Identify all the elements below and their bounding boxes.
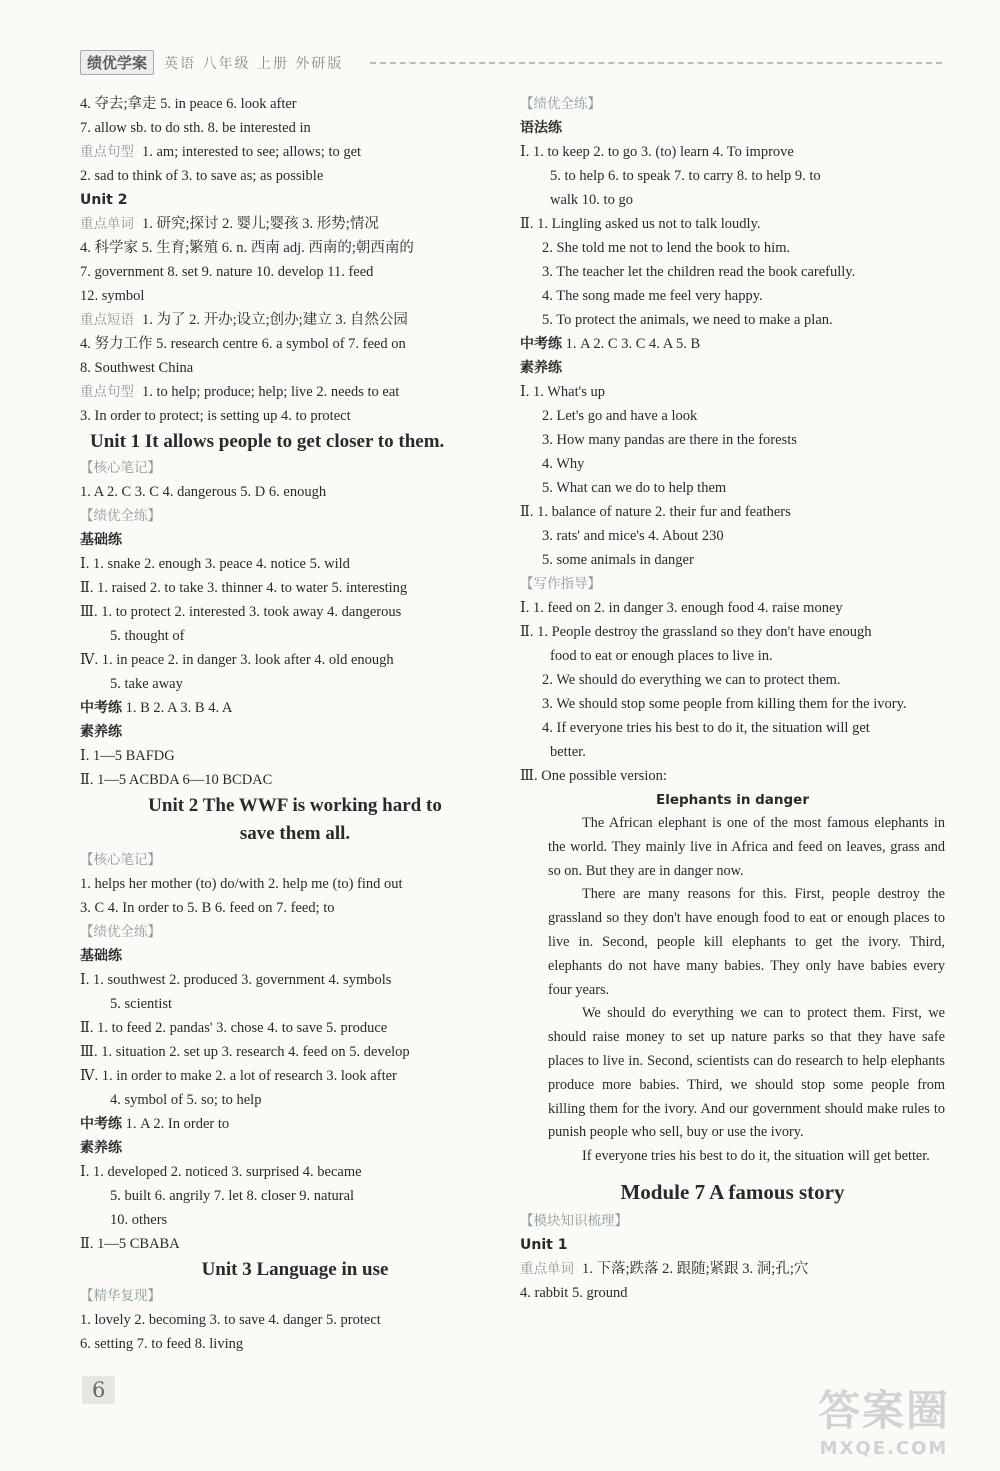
left-line: 5. scientist	[110, 996, 173, 1012]
right-line: 4. Why	[542, 456, 585, 472]
right-answers	[520, 92, 945, 788]
right-line: 2. Let's go and have a look	[542, 408, 698, 424]
left-line: 4. symbol of 5. so; to help	[110, 1092, 262, 1108]
right-line: 4. The song made me feel very happy.	[542, 288, 763, 304]
left-section-label: 【绩优全练】	[80, 508, 161, 524]
left-line: 3. In order to protect; is setting up 4. to protect	[80, 408, 351, 424]
left-section-label: 【绩优全练】	[80, 924, 161, 940]
right-line: 3. rats' and mice's 4. About 230	[542, 528, 724, 544]
right-section-label: 【写作指导】	[520, 576, 601, 592]
left-line: Ⅳ. 1. in peace 2. in danger 3. look after 4. old enough	[80, 652, 394, 668]
subheading-label: 中考练	[520, 336, 562, 352]
line-text: 1. A 2. In order to	[122, 1116, 230, 1132]
watermark-logo	[818, 1378, 950, 1459]
essay-paragraph: We should do everything we can to protect them. First, we should raise money to set up nature parks so that they have safe places to live in. Second, scientists can do research to help elephants produce more babies. Third, we should stop some people from killing them for the ivory. And our government should make rules to punish people who sell, buy or use the ivory.	[548, 1005, 945, 1141]
left-subheading	[80, 1112, 510, 1136]
watermark-sub: MXQE.COM	[819, 1438, 949, 1459]
left-line: 4. 科学家 5. 生育;繁殖 6. n. 西南 adj. 西南的;朝西南的	[80, 240, 414, 256]
subheading-label: 中考练	[80, 700, 122, 716]
subheading-label: Unit 2	[80, 192, 128, 208]
left-line	[80, 380, 510, 404]
right-section-label: 【绩优全练】	[520, 96, 601, 112]
right-line: Ⅱ. 1. Lingling asked us not to talk loudly.	[520, 216, 761, 232]
section-tag: 重点单词	[80, 216, 134, 232]
right-line: 3. The teacher let the children read the book carefully.	[542, 264, 856, 280]
left-subheading	[80, 944, 510, 968]
header-subtitle: 英语 八年级 上册 外研版	[164, 56, 344, 72]
left-unit-title: Unit 1 It allows people to get closer to them.	[90, 431, 445, 452]
right-line: 5. to help 6. to speak 7. to carry 8. to help 9. to	[550, 168, 821, 184]
line-text: 1. 研究;探讨 2. 婴儿;婴孩 3. 形势;情况	[142, 216, 379, 232]
left-line: Ⅰ. 1. developed 2. noticed 3. surprised 4. became	[80, 1164, 362, 1180]
right-line: 4. If everyone tries his best to do it, the situation will get	[542, 720, 870, 736]
left-line: 4. 夺去;拿走 5. in peace 6. look after	[80, 96, 297, 112]
line-text: 1. A 2. C 3. C 4. A 5. B	[562, 336, 701, 352]
module-line	[520, 1257, 945, 1281]
subheading-label: 素养练	[80, 1140, 122, 1156]
section-tag: 重点句型	[80, 144, 134, 160]
line-text: 1. 为了 2. 开办;设立;创办;建立 3. 自然公园	[142, 312, 408, 328]
left-section-label: 【核心笔记】	[80, 460, 161, 476]
right-line: 3. We should stop some people from killing them for the ivory.	[542, 696, 907, 712]
right-line: 5. What can we do to help them	[542, 480, 727, 496]
section-tag: 重点句型	[80, 384, 134, 400]
left-line: 10. others	[110, 1212, 168, 1228]
left-line: 1. A 2. C 3. C 4. dangerous 5. D 6. enough	[80, 484, 327, 500]
left-line: Ⅲ. 1. situation 2. set up 3. research 4. feed on 5. develop	[80, 1044, 410, 1060]
line-text: 1. 下落;跌落 2. 跟随;紧跟 3. 洞;孔;穴	[582, 1260, 809, 1277]
left-line: 12. symbol	[80, 288, 145, 304]
left-line	[80, 308, 510, 332]
left-line: 4. 努力工作 5. research centre 6. a symbol of 7. feed on	[80, 336, 406, 352]
left-line: Ⅲ. 1. to protect 2. interested 3. took away 4. dangerous	[80, 604, 402, 620]
right-line: walk 10. to go	[550, 192, 633, 208]
watermark-main: 答案圈	[818, 1386, 951, 1435]
section-tag: 重点短语	[80, 312, 134, 328]
left-line: 1. helps her mother (to) do/with 2. help me (to) find out	[80, 876, 403, 892]
page-header	[80, 50, 948, 74]
left-section-label: 【精华复现】	[80, 1288, 161, 1304]
left-line: 5. take away	[110, 676, 183, 692]
page-number: 6	[82, 1376, 115, 1404]
subheading-label: 中考练	[80, 1116, 122, 1132]
line-text: 1. am; interested to see; allows; to get	[142, 144, 362, 160]
left-line: Ⅰ. 1. southwest 2. produced 3. government 4. symbols	[80, 972, 392, 988]
right-line: Ⅲ. One possible version:	[520, 768, 667, 784]
subheading-label: 语法练	[520, 120, 562, 136]
left-line: 3. C 4. In order to 5. B 6. feed on 7. feed; to	[80, 900, 335, 916]
module-section-label: 【模块知识梳理】	[520, 1212, 628, 1229]
right-line: 2. We should do everything we can to protect them.	[542, 672, 841, 688]
left-line: 8. Southwest China	[80, 360, 194, 376]
left-line: Ⅳ. 1. in order to make 2. a lot of research 3. look after	[80, 1068, 397, 1084]
left-line: 7. allow sb. to do sth. 8. be interested in	[80, 120, 311, 136]
subheading-label: 基础练	[80, 948, 122, 964]
left-unit-title: Unit 3 Language in use	[201, 1259, 389, 1280]
right-line: Ⅱ. 1. balance of nature 2. their fur and feathers	[520, 504, 791, 520]
right-column	[520, 92, 945, 1305]
line-text: 1. B 2. A 3. B 4. A	[122, 700, 233, 716]
essay-paragraph: The African elephant is one of the most famous elephants in the world. They mainly live in Africa and feed on leaves, grass and so on. But they are in danger now.	[548, 815, 945, 879]
right-subheading	[520, 356, 945, 380]
left-subheading	[80, 1136, 510, 1160]
module-subheading	[520, 1233, 945, 1257]
left-line: Ⅱ. 1. to feed 2. pandas' 3. chose 4. to save 5. produce	[80, 1020, 388, 1036]
right-subheading	[520, 332, 945, 356]
section-tag: 重点单词	[520, 1260, 574, 1277]
essay-paragraph: If everyone tries his best to do it, the situation will get better.	[582, 1148, 930, 1165]
left-line: Ⅰ. 1. snake 2. enough 3. peace 4. notice 5. wild	[80, 556, 350, 572]
right-line: food to eat or enough places to live in.	[550, 648, 773, 664]
left-line: 1. lovely 2. becoming 3. to save 4. danger 5. protect	[80, 1312, 381, 1328]
right-line: 3. How many pandas are there in the forests	[542, 432, 797, 448]
header-divider	[370, 62, 942, 64]
left-line: Ⅱ. 1—5 CBABA	[80, 1236, 180, 1252]
right-line: Ⅰ. 1. feed on 2. in danger 3. enough food 4. raise money	[520, 600, 843, 616]
left-line: 5. thought of	[110, 628, 185, 644]
left-section-label: 【核心笔记】	[80, 852, 161, 868]
left-line: 6. setting 7. to feed 8. living	[80, 1336, 244, 1352]
right-line: 5. some animals in danger	[542, 552, 694, 568]
subheading-label: 素养练	[520, 360, 562, 376]
subheading-label: 基础练	[80, 532, 122, 548]
right-line: Ⅰ. 1. What's up	[520, 384, 605, 400]
left-line: Ⅱ. 1—5 ACBDA 6—10 BCDAC	[80, 772, 273, 788]
left-subheading	[80, 696, 510, 720]
left-column	[80, 92, 510, 1356]
left-subheading	[80, 528, 510, 552]
left-line: 2. sad to think of 3. to save as; as possible	[80, 168, 324, 184]
left-unit-title: save them all.	[239, 823, 351, 844]
right-line: 2. She told me not to lend the book to him.	[542, 240, 791, 256]
right-line: Ⅰ. 1. to keep 2. to go 3. (to) learn 4. To improve	[520, 144, 794, 160]
left-line: Ⅰ. 1—5 BAFDG	[80, 748, 175, 764]
left-line: 7. government 8. set 9. nature 10. develop 11. feed	[80, 264, 374, 280]
left-unit-title: Unit 2 The WWF is working hard to	[148, 795, 442, 816]
right-line: 5. To protect the animals, we need to make a plan.	[542, 312, 833, 328]
module-line: 4. rabbit 5. ground	[520, 1284, 628, 1301]
left-subheading	[80, 188, 510, 212]
right-line: Ⅱ. 1. People destroy the grassland so they don't have enough	[520, 624, 872, 640]
module-module-title: Module 7 A famous story	[620, 1179, 845, 1204]
left-line: 5. built 6. angrily 7. let 8. closer 9. natural	[110, 1188, 355, 1204]
left-line	[80, 140, 510, 164]
left-line	[80, 212, 510, 236]
left-line: Ⅱ. 1. raised 2. to take 3. thinner 4. to water 5. interesting	[80, 580, 408, 596]
subheading-label: Unit 1	[520, 1236, 568, 1253]
right-subheading	[520, 116, 945, 140]
line-text: 1. to help; produce; help; live 2. needs to eat	[142, 384, 400, 400]
essay-paragraph: There are many reasons for this. First, people destroy the grassland so they don't have enough food to eat or enough places to live in. Second, people kill elephants to get the ivory. Third, elephants do not have many babies. They only have babies every four years.	[548, 886, 945, 998]
brand-label: 绩优学案	[80, 50, 154, 75]
left-subheading	[80, 720, 510, 744]
module-section	[520, 1175, 945, 1305]
right-line: better.	[550, 744, 586, 760]
subheading-label: 素养练	[80, 724, 122, 740]
essay-title: Elephants in danger	[656, 792, 809, 808]
essay-body	[520, 812, 945, 1169]
